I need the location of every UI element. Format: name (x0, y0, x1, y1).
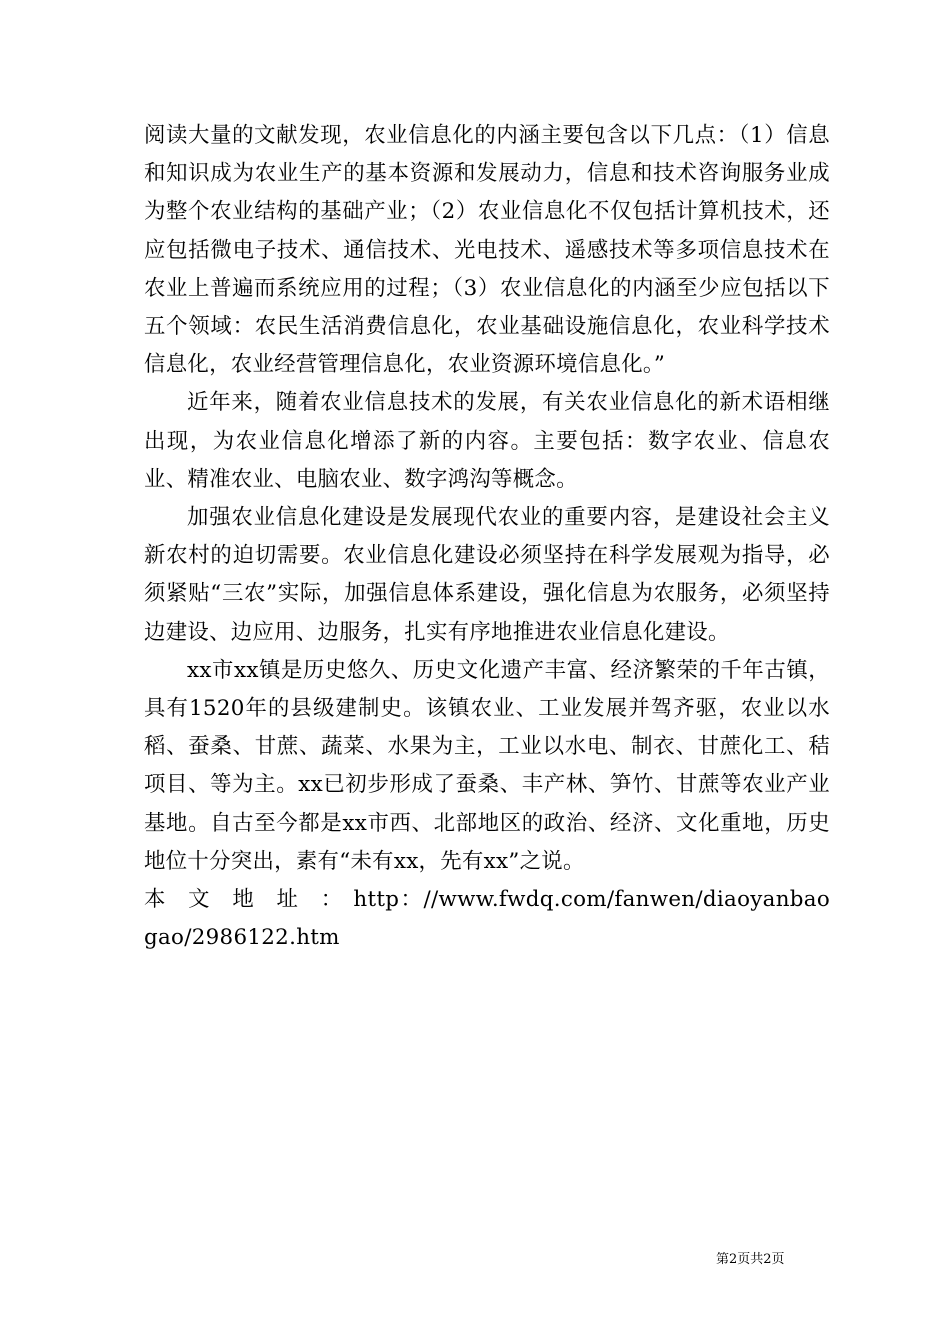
document-body (144, 117, 830, 957)
paragraph-new-terms: 近年来，随着农业信息技术的发展，有关农业信息化的新术语相继出现，为农业信息化增添了新的内容。主要包括：数字农业、信息农业、精准农业、电脑农业、数字鸿沟等概念。 (144, 390, 830, 492)
source-address-colon: ： (320, 887, 344, 913)
paragraph-connotation: 阅读大量的文献发现，农业信息化的内涵主要包含以下几点：（1）信息和知识成为农业生产的基本资源和发展动力，信息和技术咨询服务业成为整个农业结构的基础产业；（2）农业信息化不仅包括计算机技术，还应包括微电子技术、通信技术、光电技术、遥感技术等多项信息技术在农业上普遍而系统应用的过程；（3）农业信息化的内涵至少应包括以下五个领域：农民生活消费信息化，农业基础设施信息化，农业科学技术信息化，农业经营管理信息化，农业资源环境信息化。” (144, 123, 830, 378)
page-number-footer: 第2页共2页 (716, 1252, 785, 1267)
source-address-label: 本文地址 (144, 887, 321, 913)
source-url-link[interactable]: http：//www.fwdq.com/fanwen/diaoyanbaogao/2986122.htm (144, 887, 830, 951)
source-address-line (144, 881, 830, 957)
paragraph-town-profile: xx市xx镇是历史悠久、历史文化遗产丰富、经济繁荣的千年古镇，具有1520年的县级建制史。该镇农业、工业发展并驾齐驱，农业以水稻、蚕桑、甘蔗、蔬菜、水果为主，工业以水电、制衣、甘蔗化工、秸项目、等为主。xx已初步形成了蚕桑、丰产林、笋竹、甘蔗等农业产业基地。自古至今都是xx市西、北部地区的政治、经济、文化重地，历史地位十分突出，素有“未有xx，先有xx”之说。 (144, 657, 830, 874)
paragraph-construction: 加强农业信息化建设是发展现代农业的重要内容，是建设社会主义新农村的迫切需要。农业信息化建设必须坚持在科学发展观为指导，必须紧贴“三农”实际，加强信息体系建设，强化信息为农服务，必须坚持边建设、边应用、边服务，扎实有序地推进农业信息化建设。 (144, 505, 830, 645)
